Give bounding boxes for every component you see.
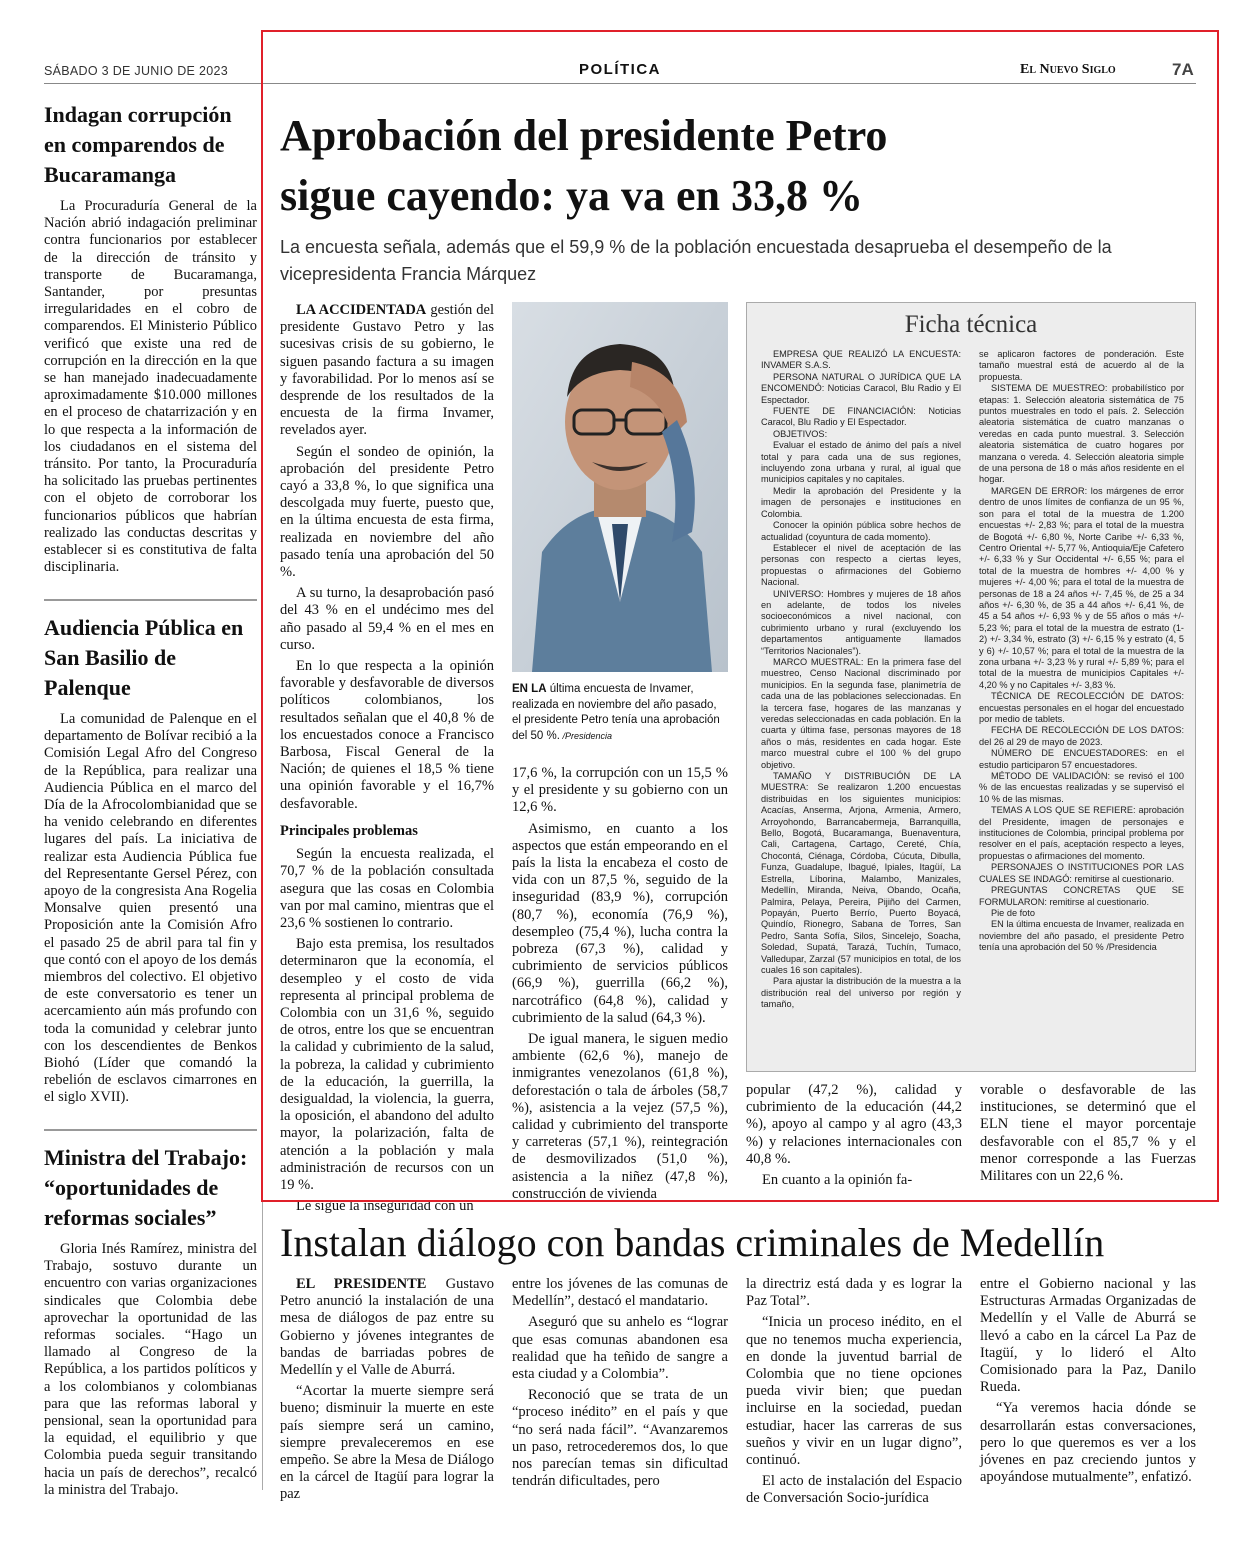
main-col1-p7: Le sigue la inseguridad con un — [296, 1198, 474, 1215]
main-col1-p5: Según la encuesta realizada, el 70,7 % de la población consultada asegura que las cosas en Colombia van por mal camino, mientras que el 23,6 % sostienen lo contrario. — [280, 846, 494, 931]
bottom-col3-p3: El acto de instalación del Espacio de Conversación Socio-jurídica — [746, 1473, 962, 1507]
main-col1-p4: En lo que respecta a la opinión favorable y desfavorable de diversos políticos colombianos, los resultados señalan que el 40,8 % de los encuestados conoce a Francisco Barbosa, Fiscal General de la Nación; de quienes el 18,5 % tiene una opinión favorable y el 16,7% desfavorable. — [280, 658, 494, 812]
ficha-right-item: Pie de foto — [991, 907, 1035, 918]
ficha-left-item: MARCO MUESTRAL: En la primera fase del muestreo, Censo Nacional discriminado por municipios. En la segunda fase, planimetría de cada una de las poblaciones seleccionadas. En la tercera fase, hogares de las manzanas y veredas seleccionadas en cada población. En la cuarta y última fase, personas mayores de 18 años o más, residentes en cada hogar. Este marco muestral cubre el 100 % del grupo objetivo. — [761, 656, 961, 770]
main-col2-p1: 17,6 %, la corrupción con un 15,5 % y el presidente y su gobierno con un 12,6 %. — [512, 765, 728, 816]
ficha-right-item: MARGEN DE ERROR: los márgenes de error dentro de unos límites de confianza de un 95 %, son para el total de la muestra de 1.200 encuestas +/- 2,83 %; para el total de la muestra de Bogotá +/- 6,80 %, Norte Caribe +/- 6,33 %, Centro Oriental +/- 5,77 %, Antioquia/Eje Cafetero +/- 6,33 % y Sur Occidental +/- 6,55 %; para el total de la muestra de hombres +/- 4,00 % y mujeres +/- 4,00 %; para el total de la muestra de personas de 18 a 24 años +/- 7,45 %, de 25 a 34 años +/- 6,30 %, de 35 a 44 años +/- 6,41 %, de 45 a 54 años +/- 6,93 % y de 55 años o más +/- 5,23 %; para el total de la muestra de estrato (1-2) +/- 3,34 %, estrato (3) +/- 6,15 % y estrato (4, 5 y 6) +/- 10,57 %; para el total de la muestra de la zona urbana +/- 3,23 % y rural +/- 5,89 %; para el total de la muestra de municipios Capitales +/- 4,20 % y no Capitales +/- 3,83 %. — [979, 485, 1184, 690]
main-col-4 — [980, 1082, 1196, 1194]
bottom-col-2 — [512, 1276, 728, 1494]
page-date: SÁBADO 3 DE JUNIO DE 2023 — [44, 64, 228, 78]
sidebar-story2-body: La comunidad de Palenque en el departamento de Bolívar recibió a la Comisión Legal Afro del Congreso de la República, para realizar una Audiencia Pública en el marco del Día de la Afrocolombianidad que se ha venido celebrando en diferentes lugares del país. La iniciativa de realizar esta Audiencia Pública fue del Representante Gersel Pérez, con apoyo de la congresista Ana Rogelia Monsalve quien presentó una Proposición ante la Comisión Afro el pasado 25 de abril para tal fin y que contó con el apoyo de los demás miembros del colectivo. El objetivo de este conversatorio es tener un acercamiento aún más profundo con toda la comunidad y celebrar junto con los descendientes de Benkos Biohó (Líder que comandó la rebelión de esclavos cimarrones en el siglo XVII). — [44, 711, 258, 1106]
bottom-col4-p2: “Ya veremos hacia dónde se desarrollarán estas conversaciones, pero lo que queremos es ver a los jóvenes en paz creciendo juntos y apoyándose mutualmente”, enfatizó. — [980, 1400, 1196, 1486]
ficha-left-item: OBJETIVOS: — [773, 428, 828, 439]
ficha-left-item: PERSONA NATURAL O JURÍDICA QUE LA ENCOMENDÓ: Noticias Caracol, Blu Radio y El Espectador. — [761, 371, 961, 405]
bottom-headline: Instalan diálogo con bandas criminales de Medellín — [280, 1220, 1105, 1265]
main-subtitle: La encuesta señala, además que el 59,9 % de la población encuestada desaprueba el desempeño de la vicepresidenta Francia Márquez — [280, 237, 1112, 284]
main-col1-p2: Según el sondeo de opinión, la aprobación del presidente Petro cayó a 33,8 %, lo que significa una descolgada muy fuerte, puesto que, en la última encuesta de esta firma, realizada en noviembre del año pasado tenía una aprobación del 50 %. — [280, 443, 494, 581]
ficha-left-item: Evaluar el estado de ánimo del país a nivel total y para cada una de sus regiones, incluyendo zona urbana y rural, al igual que municipios capitales y no capitales. — [761, 440, 961, 485]
main-headline-line2: sigue cayendo: ya va en 33,8 % — [280, 171, 863, 220]
sidebar-story1-body: La Procuraduría General de la Nación abrió indagación preliminar contra funcionarios por establecer de la dirección de tránsito y transporte de Bucaramanga, Santander, por presuntas irregularidades en el cobro de comparendos. El Ministerio Público verificó que existe una red de corrupción en la dirección en la que se han manejado inadecuadamente aproximadamente $10.000 millones en el proceso de chatarrización y en lo que respecta a la información de los ciudadanos en el sistema del tránsito. Por tanto, la Procuraduría ha solicitado las pruebas pertinentes con el objeto de corroborar los funcionarios públicos que habrían realizado las conductas descritas y establecer si es constitutiva de falta disciplinaria. — [44, 198, 257, 576]
paper-name: El Nuevo Siglo — [1020, 62, 1116, 77]
ficha-tecnica-box — [746, 302, 1196, 1072]
photo-caption-text: última encuesta de Invamer, realizada en noviembre del año pasado, el presidente Petro tenía una aprobación del 50 %. — [512, 683, 720, 742]
photo-credit: /Presidencia — [559, 730, 612, 741]
bottom-col1-p1 — [280, 1276, 494, 1379]
bottom-col4-p1: entre el Gobierno nacional y las Estructuras Armadas Organizadas de Medellín y el Valle de Aburrá se llevó a cabo en la cárcel La Paz de Itagüí, y lo lideró el Alto Comisionado para la Paz, Danilo Rueda. — [980, 1276, 1196, 1396]
main-col-1 — [280, 302, 494, 1215]
ficha-left-item: Medir la aprobación del Presidente y la imagen de personajes e instituciones en Colombia. — [761, 485, 961, 519]
main-headline — [280, 106, 1210, 226]
page-number: 7A — [1172, 60, 1194, 79]
president-photo — [512, 302, 728, 672]
main-col-3 — [746, 1082, 962, 1194]
main-col1-p3: A su turno, la desaprobación pasó del 43 % en el undécimo mes del año pasado al 59,4 % en el mes en curso. — [280, 585, 494, 653]
sidebar-story3-body: Gloria Inés Ramírez, ministra del Trabajo, sostuvo durante un encuentro con varias organizaciones sindicales que Colombia debe aprovechar la oportunidad de las reformas sociales. “Hago un llamado al Congreso de la República, a los partidos políticos y a los colombianos y colombianas para que las reformas laboral y pensional, sean la oportunidad para la equidad, el equilibrio y que Colombia pueda seguir transitando hacia un país de derechos”, recalcó la ministra del Trabajo. — [44, 1241, 257, 1498]
main-col1-p6: Bajo esta premisa, los resultados determinaron que la economía, el desempleo y el costo de vida representa al principal problema de Colombia con un 31,6 %, seguido de otros, entre los que se encuentran la calidad y cubrimiento de la salud, la pobreza, la calidad y cubrimiento de la educación, la guerrilla, la desigualdad, la violencia, la guerra, la oposición, el abandono del adulto mayor, la polarización, falta de atención a la población y mala administración de recursos con un 19 %. — [280, 936, 494, 1193]
bottom-col2-p3: Reconoció que se trata de un “proceso inédito” en el país y que “no será nada fácil”. “Avanzaremos un paso, retrocederemos dos, lo que nos parecían temas sin dificultad tendrán dificultades, pero — [512, 1387, 728, 1490]
main-col3-p1: popular (47,2 %), calidad y cubrimiento de la educación (44,2 %), apoyo al campo y al agro (43,3 %) y relaciones internacionales con 40,8 %. — [746, 1082, 962, 1167]
ficha-right-item: se aplicaron factores de ponderación. Este tamaño muestral está de acuerdo al de la propuesta. — [979, 349, 1184, 382]
ficha-title: Ficha técnica — [904, 311, 1038, 338]
ficha-right-item: MÉTODO DE VALIDACIÓN: se revisó el 100 % de las encuestas realizadas y se supervisó el 10 % de las mismas. — [979, 771, 1184, 804]
ficha-right-item: FECHA DE RECOLECCIÓN DE LOS DATOS: del 26 al 29 de mayo de 2023. — [979, 725, 1184, 747]
ficha-left-item: UNIVERSO: Hombres y mujeres de 18 años en adelante, de todos los niveles socioeconómicos a nivel nacional, con cubrimiento urbano y rural (excluyendo los departamentos antiguamente llamados “Territorios Nacionales”). — [761, 588, 961, 656]
ficha-left-item: Establecer el nivel de aceptación de las personas con respecto a ciertas leyes, propuestas o afirmaciones del Gobierno Nacional. — [761, 542, 961, 588]
main-col1-subhead: Principales problemas — [280, 822, 418, 839]
main-col4-p1: vorable o desfavorable de las instituciones, se determinó que el ELN tiene el mayor porcentaje desfavorable con el 85,7 % y el menor corresponde a las Fuerzas Militares con un 22,6 %. — [980, 1082, 1196, 1185]
ficha-left-item: EMPRESA QUE REALIZÓ LA ENCUESTA: INVAMER S.A.S. — [761, 349, 961, 371]
sidebar-separator — [262, 90, 263, 1490]
main-col2-p3: De igual manera, le siguen medio ambiente (62,6 %), manejo de inmigrantes venezolanos (61,8 %), deforestación o tala de árboles (58,7 %), asistencia a la vejez (57,5 %), calidad y cubrimiento del transporte y carreteras (57,1 %), reintegración de desmovilizados (51,0 %), asistencia a la niñez (47,8 %), construcción de vivienda — [512, 1031, 728, 1202]
sidebar — [44, 100, 258, 1498]
sidebar-divider-2 — [44, 1129, 257, 1131]
bottom-col-4 — [980, 1276, 1196, 1494]
ficha-left-column — [761, 349, 961, 1064]
ficha-right-item: TEMAS A LOS QUE SE REFIERE: aprobación del Presidente, imagen de personajes e instituciones de Colombia, principal problema por resolver en el país, aceptación respecto a leyes, propuestas o afirmaciones del momento. — [979, 805, 1184, 861]
bottom-col-3 — [746, 1276, 962, 1507]
ficha-right-item: TÉCNICA DE RECOLECCIÓN DE DATOS: encuestas personales en el hogar del encuestado por medio de tablets. — [979, 691, 1184, 724]
ficha-right-item: PERSONAJES O INSTITUCIONES POR LAS CUALES SE INDAGÓ: remitirse al cuestionario. — [979, 862, 1184, 884]
main-col-2 — [512, 765, 728, 1202]
bottom-col2-p1: entre los jóvenes de las comunas de Medellín”, destacó el mandatario. — [512, 1276, 728, 1310]
ficha-left-item: Para ajustar la distribución de la muestra a la distribución real del universo por región y tamaño, — [761, 976, 961, 1010]
bottom-col2-p2: Aseguró que su anhelo es “lograr que esas comunas abandonen esa realidad que ha teñido de sangre a esta ciudad y a Colombia”. — [512, 1314, 728, 1383]
sidebar-story2-title: Audiencia Pública en San Basilio de Palenque — [44, 615, 244, 700]
ficha-right-item: EN la última encuesta de Invamer, realizada en noviembre del año pasado, el presidente Petro tenía una aprobación del 50 % /Presidencia — [979, 919, 1184, 953]
main-col3-p2: En cuanto a la opinión fa- — [762, 1172, 913, 1189]
ficha-right-item: SISTEMA DE MUESTREO: probabilístico por etapas: 1. Selección aleatoria sistemática de 75 puntos muestrales en todo el país. 2. Selección aleatoria sistemática de cuatro manzanas o veredas en cada punto muestral. 3. Selección aleatoria sistemática de cuatro hogares por manzana o vereda. 4. Selección aleatoria simple de una persona de 18 o más años residente en el hogar. — [979, 383, 1184, 485]
header-rule — [44, 83, 1196, 84]
photo-caption-lead: EN LA — [512, 683, 547, 695]
main-col1-lead: LA ACCIDENTADA — [296, 302, 427, 318]
sidebar-divider-1 — [44, 599, 257, 601]
main-col1-p1-text: gestión del presidente Gustavo Petro y las sucesivas crisis de su gobierno, le siguen pasando factura a su imagen y favorabilidad. Por lo menos así se desprende de los resultados de la encuesta de la firma Invamer, revelados ayer. — [280, 302, 494, 439]
main-headline-line1: Aprobación del presidente Petro — [280, 111, 888, 160]
main-col1-p1 — [280, 302, 494, 440]
sidebar-story3-title: Ministra del Trabajo: “oportunidades de reformas sociales” — [44, 1145, 248, 1230]
ficha-right-item: NÚMERO DE ENCUESTADORES: en el estudio participaron 57 encuestadores. — [979, 748, 1184, 770]
bottom-col-1 — [280, 1276, 494, 1503]
ficha-left-item: Conocer la opinión pública sobre hechos de actualidad (coyuntura de cada momento). — [761, 520, 961, 542]
bottom-col1-p2: “Acortar la muerte siempre será bueno; disminuir la muerte en este país siempre será un camino, siempre prevaleceremos en ese empeño. Se abre la Mesa de Diálogo en la cárcel de Itagüí para lograr la paz — [280, 1383, 494, 1503]
bottom-col1-lead: EL PRESIDENTE — [296, 1276, 427, 1292]
ficha-left-item: TAMAÑO Y DISTRIBUCIÓN DE LA MUESTRA: Se realizaron 1.200 encuestas distribuidas en los siguientes municipios: Acacías, Anserma, Arjona, Armenia, Armero, Arroyohondo, Barrancabermeja, Barranquilla, Bello, Bogotá, Bucaramanga, Buenaventura, Cali, Cartagena, Cartago, Cereté, Chía, Chocontá, Ciénaga, Córdoba, Cúcuta, Dibulla, Funza, Guadalupe, Ibagué, Ipiales, Itagüí, La Estrella, Líborina, Malambo, Manizales, Medellín, Miranda, Neiva, Obando, Ocaña, Palmira, Pelaya, Pereira, Pijiño del Carmen, Popayán, Puerto Berrío, Puerto Boyacá, Quindío, Rionegro, Sabana de Torres, San Pedro, Santa Sofía, Silos, Sincelejo, Soacha, Soledad, Supatá, Tarazá, Tuchín, Tumaco, Valledupar, Zarzal (57 municipios en total, de los cuales 16 son capitales). — [761, 771, 961, 975]
section-title: POLÍTICA — [579, 61, 661, 78]
main-col2-p2: Asimismo, en cuanto a los aspectos que están empeorando en el país la lista la encabeza el costo de vida con un 87,5 %, seguido de la inseguridad (83,9 %), corrupción (80,7 %), economía (76,9 %), desempleo (75,4 %), lucha contra la pobreza (67,3 %), calidad y cubrimiento de servicios públicos (66,9 %), guerrilla (66,2 %), narcotráfico (64,8 %), calidad y cubrimiento de la salud (64,3 %). — [512, 820, 728, 1026]
bottom-col1-p1-text: Gustavo Petro anunció la instalación de una mesa de diálogos de paz entre su Gobierno y jóvenes integrantes de bandas de barriadas pobres de Medellín y el Valle de Aburrá. — [280, 1276, 494, 1379]
photo-caption — [512, 682, 724, 744]
ficha-right-item: PREGUNTAS CONCRETAS QUE SE FORMULARON: remitirse al cuestionario. — [979, 885, 1184, 907]
ficha-left-item: FUENTE DE FINANCIACIÓN: Noticias Caracol, Blu Radio y El Espectador. — [761, 406, 961, 428]
sidebar-story1-title: Indagan corrupción en comparendos de Bucaramanga — [44, 102, 232, 187]
bottom-col3-p1: la directriz está dada y es lograr la Paz Total”. — [746, 1276, 962, 1310]
bottom-col3-p2: “Inicia un proceso inédito, en el que no tenemos mucha experiencia, en donde la juventud barrial de Colombia que no tiene opciones pueda vivir bien; que puedan incluirse en la sociedad, puedan estudiar, hacer las carreras de sus sueños y vivir en un lugar digno”, continuó. — [746, 1314, 962, 1469]
ficha-right-column — [979, 349, 1184, 1064]
